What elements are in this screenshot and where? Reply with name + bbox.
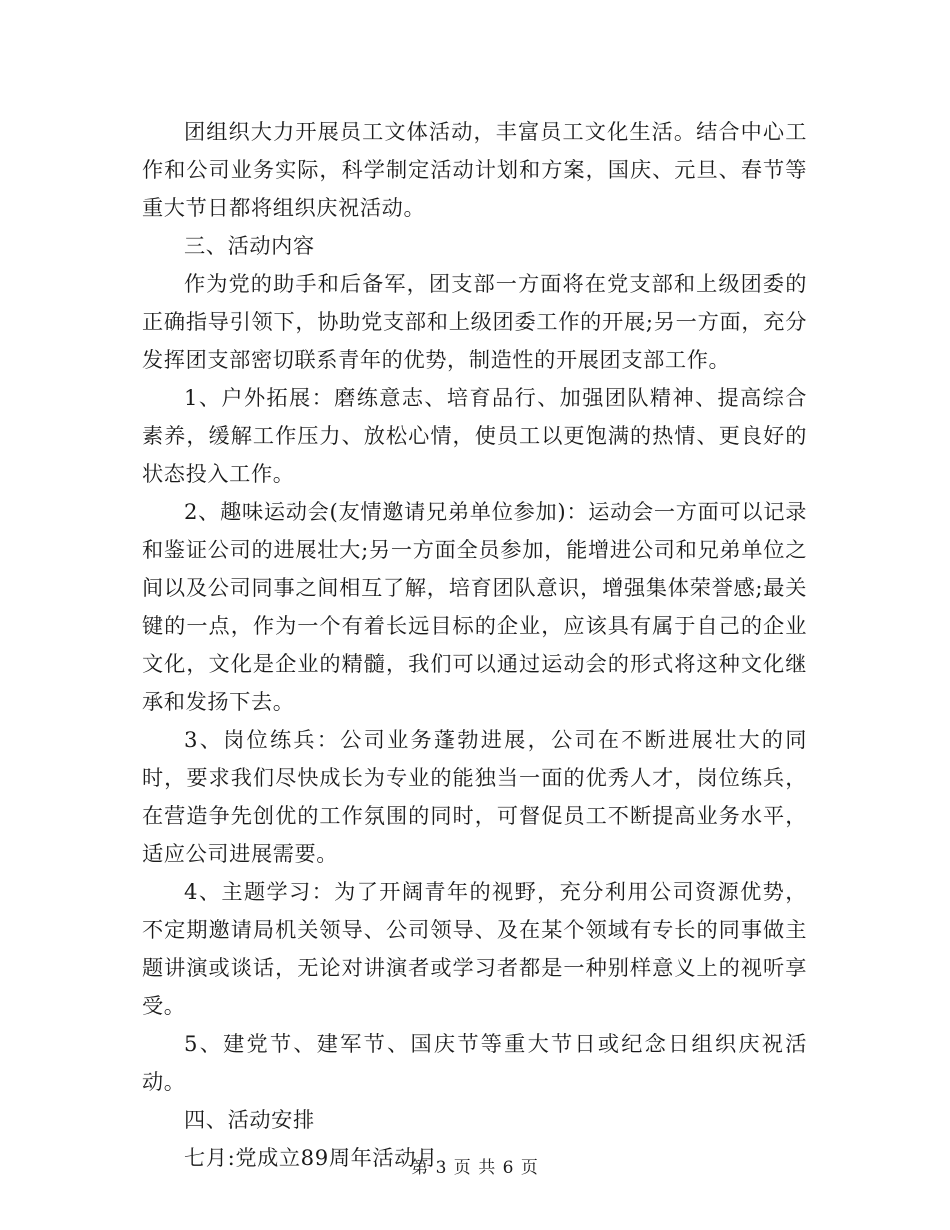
document-body	[142, 113, 807, 1177]
paragraph-outdoor-training: 1、户外拓展：磨练意志、培育品行、加强团队精神、提高综合素养，缓解工作压力、放松心情，使员工以更饱满的热情、更良好的状态投入工作。	[142, 385, 807, 486]
section-heading-activity-content: 三、活动内容	[184, 233, 315, 258]
paragraph-activities-intro: 团组织大力开展员工文体活动，丰富员工文化生活。结合中心工作和公司业务实际，科学制定活动计划和方案，国庆、元旦、春节等重大节日都将组织庆祝活动。	[142, 119, 807, 220]
paragraph-theme-study: 4、主题学习：为了开阔青年的视野，充分利用公司资源优势，不定期邀请局机关领导、公司领导、及在某个领域有专长的同事做主题讲演或谈话，无论对讲演者或学习者都是一种别样意义上的视听享受。	[142, 879, 807, 1018]
section-heading-activity-schedule: 四、活动安排	[184, 1107, 315, 1132]
paragraph-league-role: 作为党的助手和后备军，团支部一方面将在党支部和上级团委的正确指导引领下，协助党支部和上级团委工作的开展;另一方面，充分发挥团支部密切联系青年的优势，制造性的开展团支部工作。	[142, 271, 807, 372]
paragraph-fun-sports-meet: 2、趣味运动会(友情邀请兄弟单位参加)：运动会一方面可以记录和鉴证公司的进展壮大;另一方面全员参加，能增进公司和兄弟单位之间以及公司同事之间相互了解，培育团队意识，增强集体荣誉感;最关键的一点，作为一个有着长远目标的企业，应该具有属于自己的企业文化，文化是企业的精髓，我们可以通过运动会的形式将这种文化继承和发扬下去。	[142, 499, 807, 714]
paragraph-holiday-celebrations: 5、建党节、建军节、国庆节等重大节日或纪念日组织庆祝活动。	[142, 1031, 807, 1094]
page-number-footer: 第 3 页 共 6 页	[411, 1158, 539, 1178]
schedule-item-july: 七月:党成立89周年活动月	[184, 1145, 438, 1170]
paragraph-job-training: 3、岗位练兵：公司业务蓬勃进展，公司在不断进展壮大的同时，要求我们尽快成长为专业的能独当一面的优秀人才，岗位练兵，在营造争先创优的工作氛围的同时，可督促员工不断提高业务水平，适应公司进展需要。	[142, 727, 807, 866]
